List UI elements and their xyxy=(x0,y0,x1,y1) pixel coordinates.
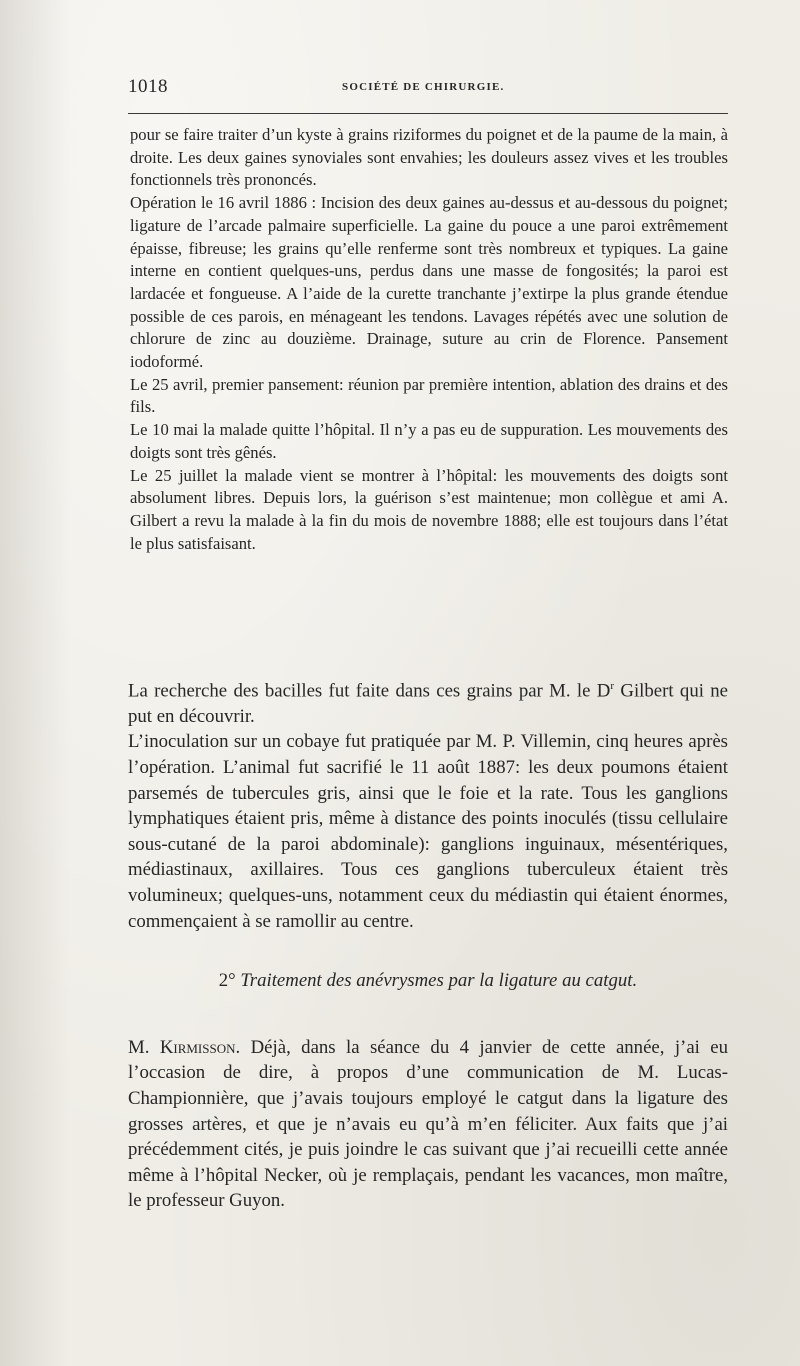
section-number: 2° xyxy=(218,970,236,991)
section-heading xyxy=(128,970,728,992)
case-paragraph: Le 10 mai la malade quitte l’hôpital. Il n’y a pas eu de suppuration. Les mouvements des doigts sont très gênés. xyxy=(130,420,728,462)
speaker-prefix: M. xyxy=(128,1036,160,1058)
page-number: 1018 xyxy=(128,76,168,97)
discussion-paragraph xyxy=(128,674,728,729)
discussion-text: Gilbert qui ne put en découvrir. xyxy=(128,680,728,727)
speaker-name: Kirmisson xyxy=(159,1036,236,1058)
case-paragraph: pour se faire traiter d’un kyste à grains riziformes du poignet et de la paume de la main, à droite. Les deux gaines synoviales sont envahies; les douleurs assez vives et les troubles fonctionnels très prononcés. xyxy=(130,125,728,190)
discussion xyxy=(128,674,728,934)
discussion-paragraph: L’inoculation sur un cobaye fut pratiquée par M. P. Villemin, cinq heures après l’opération. L’animal fut sacrifié le 11 août 1887: les deux poumons étaient parsemés de tubercules gris, ainsi que le foie et la rate. Tous les ganglions lymphatiques étaient pris, même à distance des points inoculés (tissu cellulaire sous-cutané de la paroi abdominale): ganglions inguinaux, mésentériques, médiastinaux, axillaires. Tous ces ganglions tuberculeux étaient très volumineux; quelques-uns, notamment ceux du médiastin qui étaient énormes, commençaient à se ramollir au centre. xyxy=(128,731,728,932)
section-title: Traitement des anévrysmes par la ligature au catgut. xyxy=(240,970,638,991)
page-header xyxy=(128,76,728,100)
case-paragraph: Le 25 avril, premier pansement: réunion par première intention, ablation des drains et des fils. xyxy=(130,374,728,417)
speech-text: . Déjà, dans la séance du 4 janvier de cette année, j’ai eu l’occasion de dire, à propos d’une communication de M. Lucas-Championnière, que j’avais toujours employé le catgut dans la ligature des grosses artères, et que je n’avais eu qu’à m’en féliciter. Aux faits que j’ai précédemment cités, je puis joindre le cas suivant que j’ai recueilli cette année même à l’hôpital Necker, où je remplaçais, pendant les vacances, mon maître, le professeur Guyon. xyxy=(128,1036,729,1212)
superscript: r xyxy=(610,680,615,692)
case-report xyxy=(130,124,728,555)
page-edge-shadow xyxy=(0,0,70,1366)
running-title: SOCIÉTÉ DE CHIRURGIE. xyxy=(342,81,505,93)
header-rule xyxy=(128,113,728,114)
kirmisson-text xyxy=(128,1035,728,1214)
case-paragraph: Le 25 juillet la malade vient se montrer à l’hôpital: les mouvements des doigts sont absolument libres. Depuis lors, la guérison s’est maintenue; mon collègue et ami A. Gilbert a revu la malade à la fin du mois de novembre 1888; elle est toujours dans l’état le plus satisfaisant. xyxy=(130,465,728,553)
case-paragraph: Opération le 16 avril 1886 : Incision des deux gaines au-dessus et au-dessous du poignet; ligature de l’arcade palmaire superficielle. La gaine du pouce a une paroi extrêmement épaisse, fibreuse; les grains qu’elle renferme sont très nombreux et typiques. La gaine interne en contient quelques-uns, perdus dans une masse de fongosités; la paroi est lardacée et fongueuse. A l’aide de la curette tranchante j’extirpe la plus grande étendue possible de ces parois, en ménageant les tendons. Lavages répétés avec une solution de chlorure de zinc au douzième. Drainage, suture au crin de Florence. Pansement iodoformé. xyxy=(130,193,728,372)
discussion-text: La recherche des bacilles fut faite dans ces grains par M. le D xyxy=(128,680,611,702)
kirmisson-paragraph xyxy=(128,1016,728,1233)
